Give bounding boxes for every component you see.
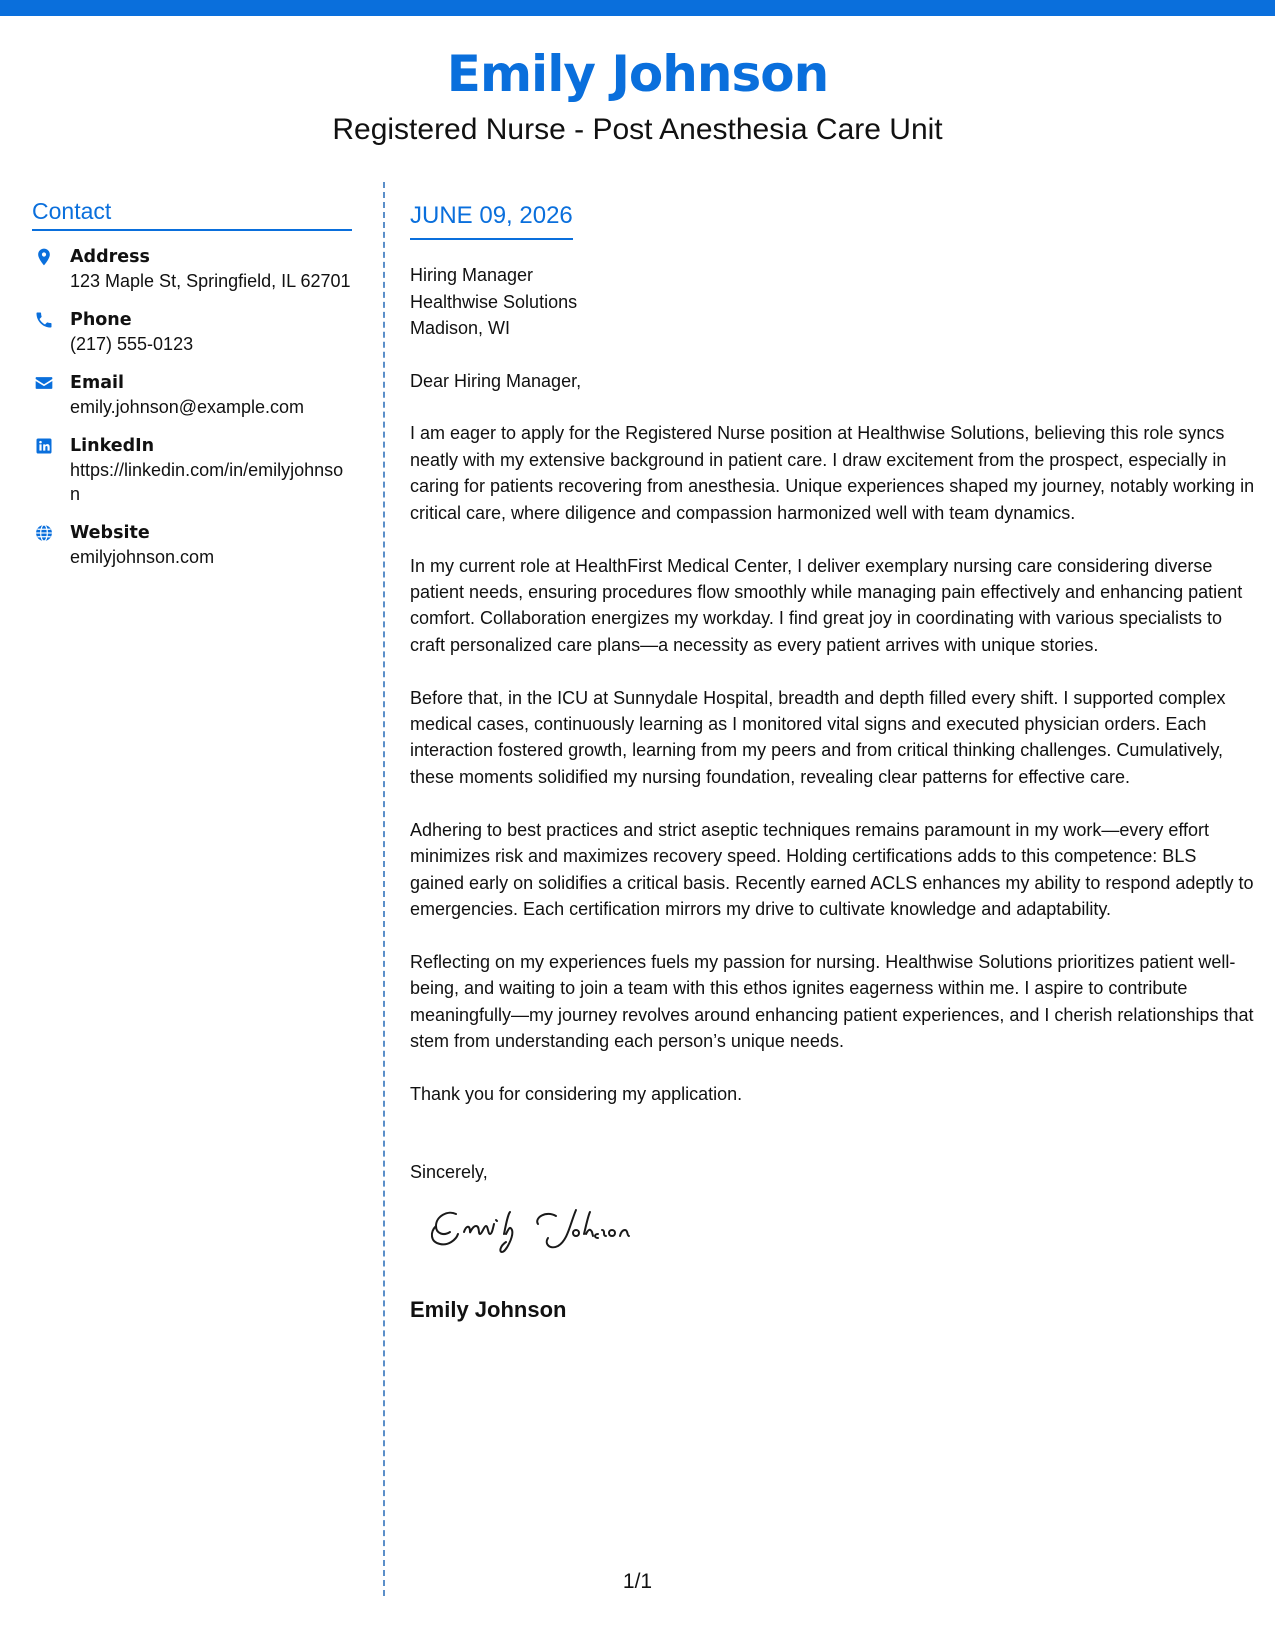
body-paragraph: In my current role at HealthFirst Medical Center, I deliver exemplary nursing care considering diverse patient needs, ensuring procedures flow smoothly while managing pain effectively and enhancing patient comfort. Collaboration energizes my workday. I find great joy in coordinating with various specialists to craft personalized care plans—a necessity as every patient arrives with unique stories. [410,555,1243,655]
contact-value: 123 Maple St, Springfield, IL 62701 [70,271,351,291]
letter-date: JUNE 09, 2026 [410,200,573,240]
column-divider [383,182,385,1596]
body-paragraph: Thank you for considering my application. [410,1084,743,1105]
body-paragraph: Adhering to best practices and strict aseptic techniques remains paramount in my work—every effort minimizes risk and maximizes recovery speed. Holding certifications adds to this competence: BLS gained early on solidifies a critical basis. Recently earned ACLS enhances my ability to respond adeptly to emergencies. Each certification mirrors my drive to cultivate knowledge and adaptability. [410,819,1254,919]
contact-label: Email [70,373,124,393]
body-paragraph: Before that, in the ICU at Sunnydale Hospital, breadth and depth filled every shift. I supported complex medical cases, continuously learning as I monitored vital signs and executed physician orders. Each interaction fostered growth, learning from my peers and from critical thinking challenges. Cumulatively, these moments solidified my nursing foundation, revealing clear patterns for effective care. [410,687,1226,787]
top-accent-bar [0,0,1275,16]
contact-label: Website [70,523,150,543]
location-pin-icon [34,247,54,267]
contact-item-address [32,245,352,293]
contact-item-email [32,371,352,419]
linkedin-icon [34,436,54,456]
body-paragraph: Reflecting on my experiences fuels my passion for nursing. Healthwise Solutions prioritizes patient well-being, and waiting to join a team with this ethos ignites eagerness within me. I aspire to contribute meaningfully—my journey revolves around enhancing patient experiences, and I cherish relationships that stem from understanding each person’s unique needs. [410,951,1254,1052]
applicant-name: Emily Johnson [446,45,829,103]
signer-name: Emily Johnson [410,1297,567,1323]
recipient-block [410,262,1255,342]
contact-item-website [32,521,352,569]
contact-label: Address [70,247,150,267]
applicant-role: Registered Nurse - Post Anesthesia Care Unit [332,113,943,146]
salutation: Dear Hiring Manager, [410,370,582,391]
contact-heading: Contact [32,196,352,231]
closing: Sincerely, [410,1162,488,1183]
contact-value[interactable]: emilyjohnson.com [70,547,215,567]
contact-value[interactable]: https://linkedin.com/in/emilyjohnson [70,460,344,504]
phone-icon [34,310,54,330]
contact-value: (217) 555-0123 [70,334,194,354]
letter-body [410,200,1255,1324]
contact-value: emily.johnson@example.com [70,397,305,417]
envelope-icon [34,373,54,393]
recipient-line: Hiring Manager [410,265,534,285]
letter-header [0,40,1275,150]
contact-sidebar [32,196,352,569]
contact-label: Phone [70,310,132,330]
globe-icon [34,523,54,543]
page-indicator: 1/1 [622,1570,653,1593]
recipient-line: Healthwise Solutions [410,291,578,312]
body-paragraph: I am eager to apply for the Registered Nurse position at Healthwise Solutions, believing this role syncs neatly with my extensive background in patient care. I draw excitement from the prospect, especially in caring for patients recovering from anesthesia. Unique experiences shaped my journey, notably working in critical care, where diligence and compassion harmonized well with team dynamics. [410,423,1255,523]
contact-label: LinkedIn [70,436,155,456]
recipient-line: Madison, WI [410,318,511,338]
contact-item-linkedin [32,434,352,506]
handwritten-signature [426,1196,666,1270]
contact-item-phone [32,308,352,356]
